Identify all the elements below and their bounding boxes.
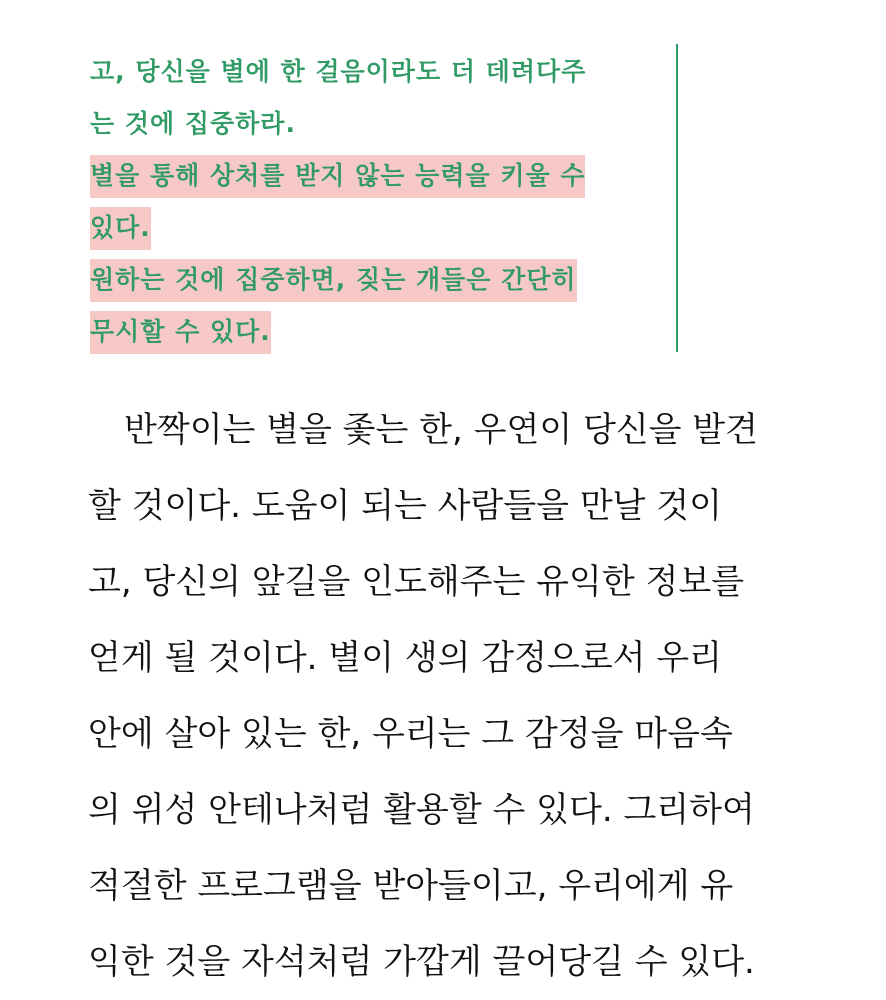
highlighted-quote-text: 있다. [90,207,151,250]
quote-text: 고, 당신을 별에 한 걸음이라도 더 데려다주 [90,57,587,86]
body-line: 할 것이다. 도움이 되는 사람들을 만날 것이 [88,486,722,526]
body-line: 반짝이는 별을 좇는 한, 우연이 당신을 발견 [124,410,758,450]
quote-line [90,46,660,98]
quote-text: 는 것에 집중하라. [90,109,296,138]
body-line: 얻게 될 것이다. 별이 생의 감정으로서 우리 [88,638,722,678]
body-line: 고, 당신의 앞길을 인도해주는 유익한 정보를 [88,562,745,602]
body-paragraph [88,392,808,1000]
quote-line-highlighted [90,254,660,306]
body-line: 익한 것을 자석처럼 가깝게 끌어당길 수 있다. [88,942,755,982]
body-line: 안에 살아 있는 한, 우리는 그 감정을 마음속 [88,714,733,754]
highlighted-quote-text: 원하는 것에 집중하면, 짖는 개들은 간단히 [90,259,577,302]
body-line: 의 위성 안테나처럼 활용할 수 있다. 그리하여 [88,790,755,830]
quote-line-highlighted [90,306,660,358]
quote-line [90,98,660,150]
quote-line-highlighted [90,202,660,254]
body-line: 적절한 프로그램을 받아들이고, 우리에게 유 [88,866,734,906]
highlighted-quote-text: 무시할 수 있다. [90,311,271,354]
highlighted-quote-text: 별을 통해 상처를 받지 않는 능력을 키울 수 [90,155,585,198]
quote-vertical-rule [676,44,678,352]
quote-line-highlighted [90,150,660,202]
quote-block [90,46,660,358]
